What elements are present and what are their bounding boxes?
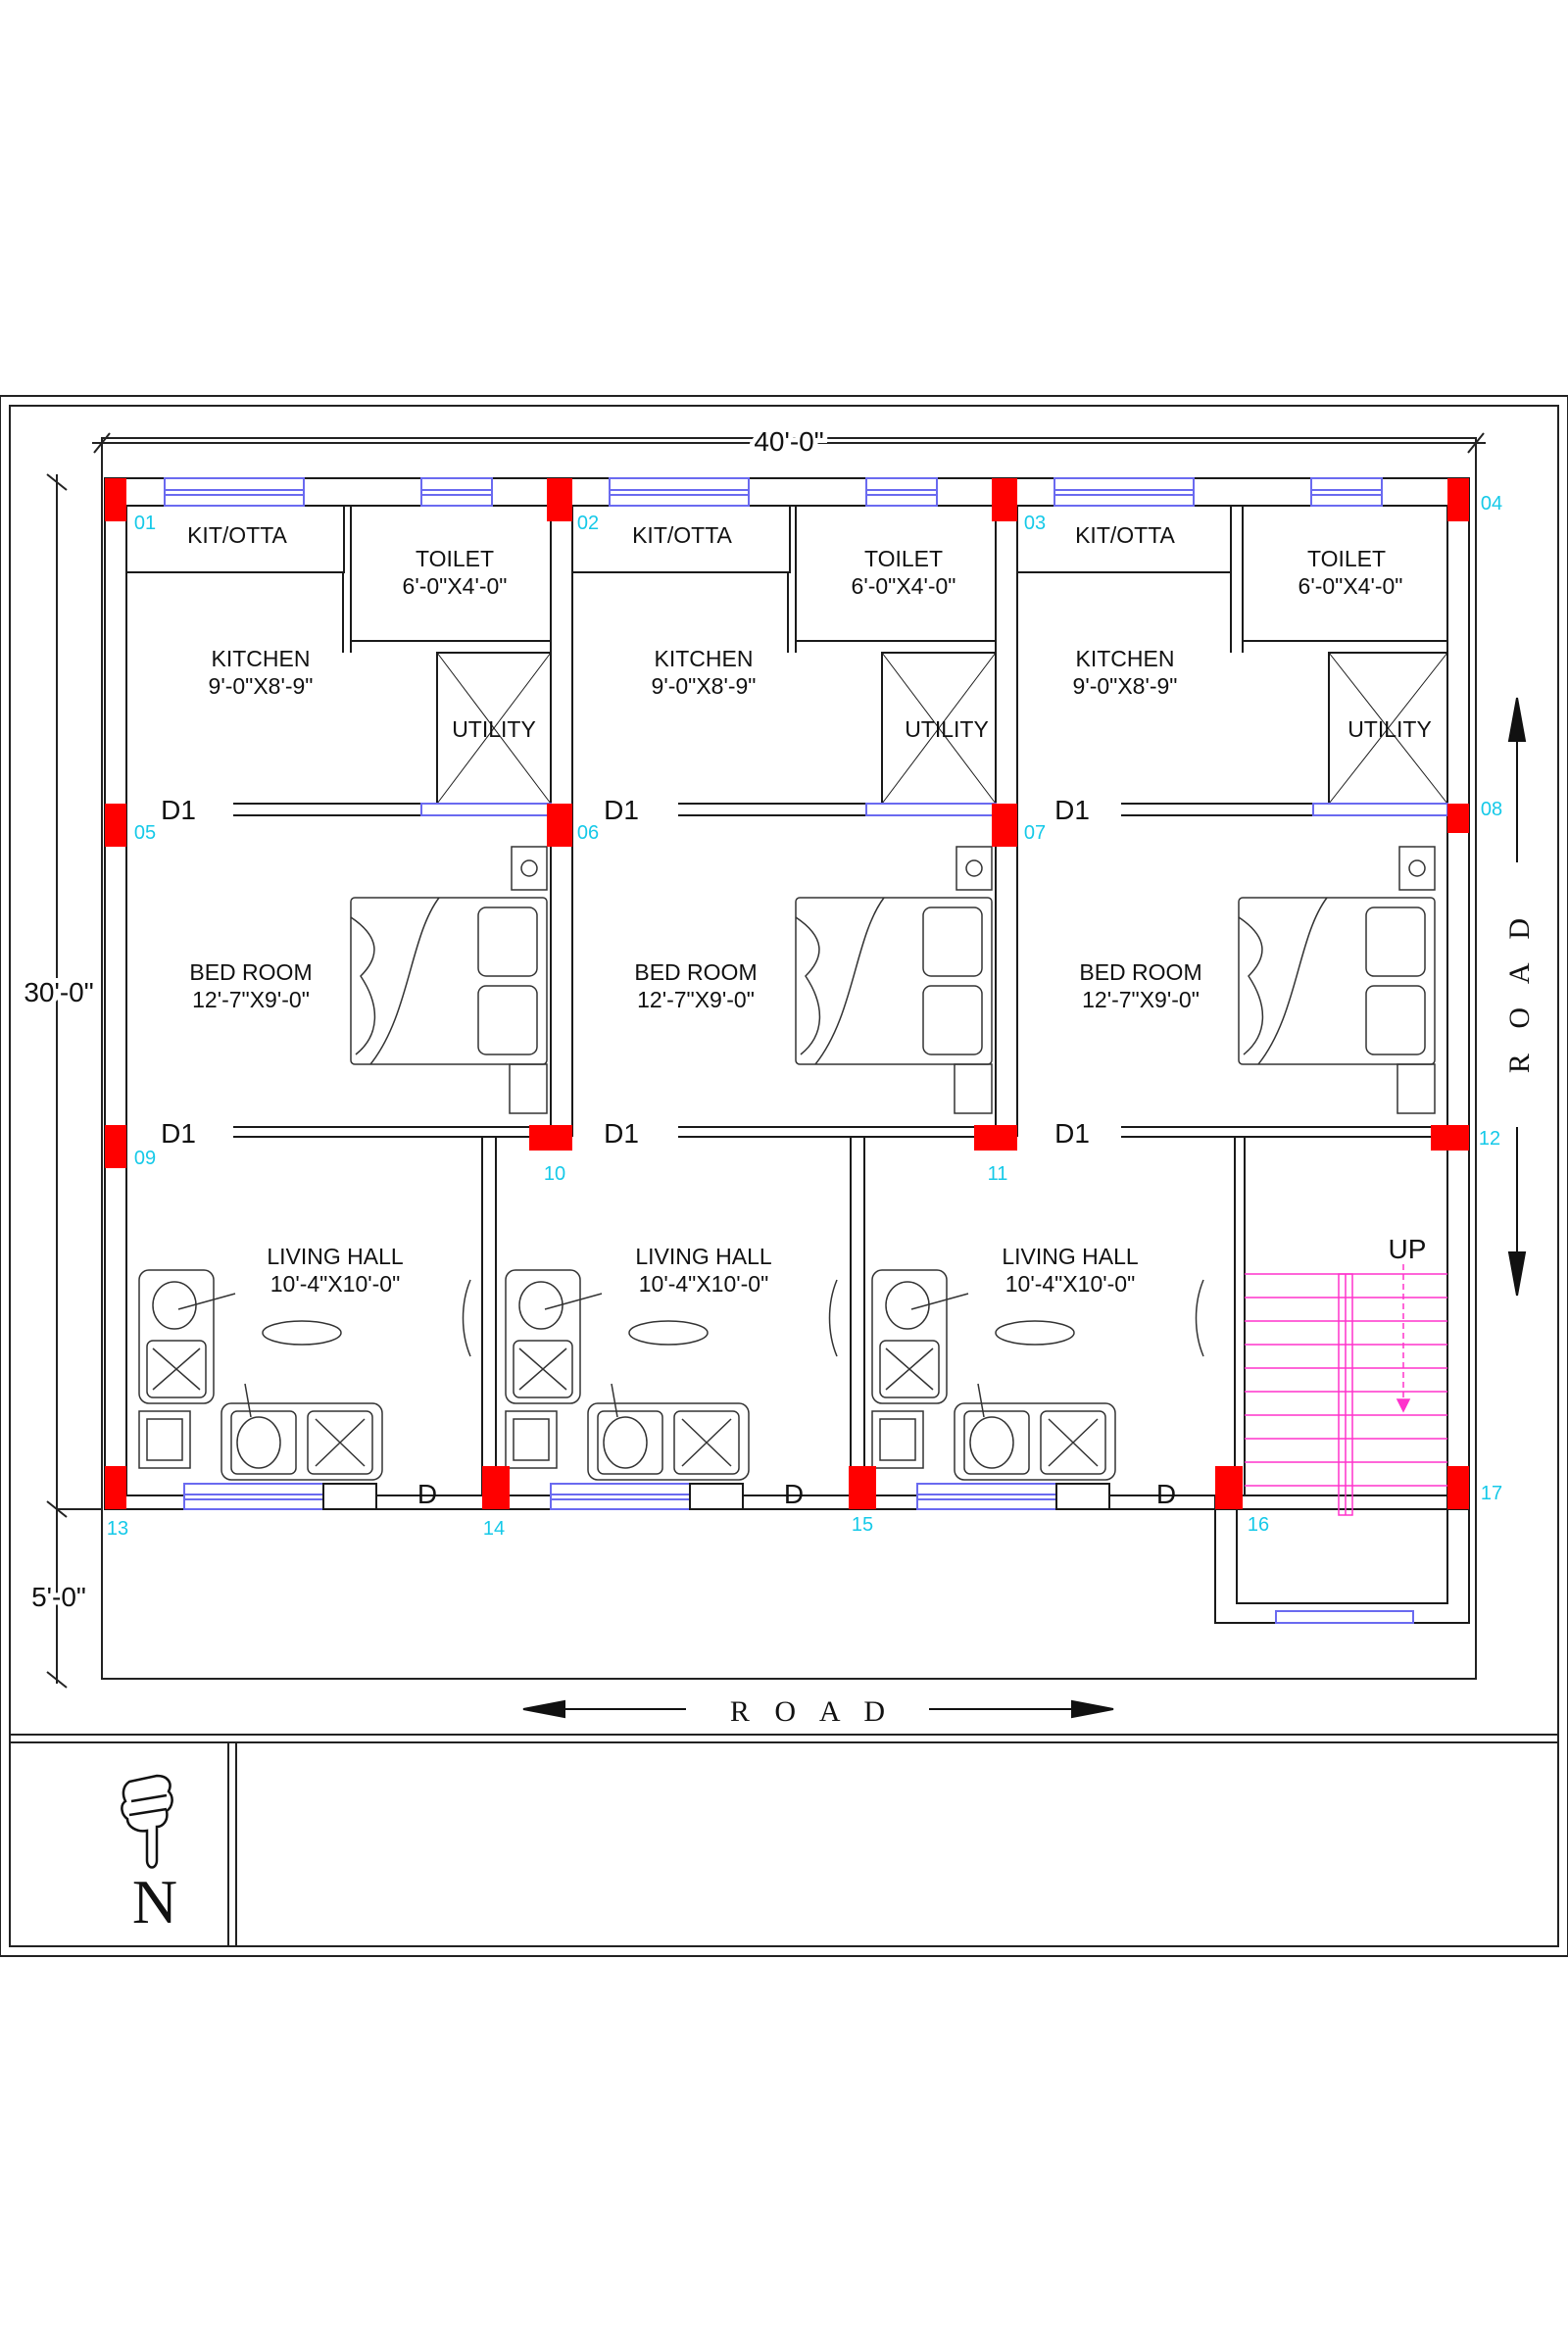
- unit-2-kitchen-door-label: D1: [604, 795, 639, 825]
- column-label-02: 02: [576, 513, 600, 534]
- column-label-10: 10: [543, 1163, 566, 1185]
- unit-1-bedroom-label: BED ROOM: [189, 959, 313, 985]
- staircase: [1245, 1264, 1447, 1515]
- stair-up-label: UP: [1388, 1234, 1427, 1264]
- road-label-side: R O A D: [1503, 917, 1536, 1074]
- column-label-17: 17: [1480, 1483, 1503, 1504]
- unit-2-bedroom-door-label: D1: [604, 1118, 639, 1149]
- column-label-06: 06: [576, 822, 600, 844]
- unit-1-utility-label: UTILITY: [452, 716, 536, 742]
- road-arrows: [523, 698, 1525, 1717]
- unit-1-kitchen-label: KITCHEN: [211, 646, 311, 671]
- unit-3-bedroom-door-label: D1: [1054, 1118, 1090, 1149]
- column-label-15: 15: [851, 1514, 874, 1536]
- unit-2-bedroom-label: BED ROOM: [634, 959, 758, 985]
- sofas: [139, 1270, 1203, 1480]
- column-label-16: 16: [1247, 1514, 1270, 1536]
- column-label-07: 07: [1023, 822, 1047, 844]
- column-label-13: 13: [106, 1518, 129, 1540]
- unit-1-bedroom-dim: 12'-7"X9'-0": [192, 987, 310, 1012]
- column-label-11: 11: [987, 1163, 1008, 1185]
- unit-3-hall-label: LIVING HALL: [1002, 1244, 1139, 1269]
- unit-3-kitchen-door-label: D1: [1054, 795, 1090, 825]
- width-dimension-label: 40'-0": [754, 426, 824, 457]
- unit-2-utility-label: UTILITY: [905, 716, 989, 742]
- unit-2-toilet-dim: 6'-0"X4'-0": [851, 573, 956, 599]
- left-dimension: [47, 474, 102, 1688]
- unit-3-main-door-label: D: [1155, 1479, 1177, 1509]
- column-label-01: 01: [133, 513, 157, 534]
- column-label-03: 03: [1023, 513, 1047, 534]
- unit-3-toilet-dim: 6'-0"X4'-0": [1298, 573, 1403, 599]
- column-label-05: 05: [133, 822, 157, 844]
- unit-1-toilet-dim: 6'-0"X4'-0": [402, 573, 508, 599]
- unit-3-bedroom-label: BED ROOM: [1079, 959, 1202, 985]
- unit-1-toilet-label: TOILET: [415, 546, 495, 571]
- north-letter: N: [131, 1867, 178, 1936]
- column-label-04: 04: [1480, 493, 1503, 514]
- unit-3-bedroom-dim: 12'-7"X9'-0": [1082, 987, 1200, 1012]
- unit-1-kitchen-dim: 9'-0"X8'-9": [208, 673, 314, 699]
- unit-1-labels: [161, 522, 536, 1509]
- unit-1-bedroom-door-label: D1: [161, 1118, 196, 1149]
- depth-dimension-label: 30'-0": [24, 977, 94, 1007]
- unit-1-hall-dim: 10'-4"X10'-0": [270, 1271, 401, 1297]
- unit-1-kit-otta-label: KIT/OTTA: [187, 522, 287, 548]
- setback-dimension-label: 5'-0": [31, 1582, 86, 1612]
- unit-2-hall-dim: 10'-4"X10'-0": [638, 1271, 769, 1297]
- unit-1-hall-label: LIVING HALL: [267, 1244, 404, 1269]
- unit-2-bedroom-dim: 12'-7"X9'-0": [637, 987, 755, 1012]
- unit-2-main-door-label: D: [783, 1479, 805, 1509]
- unit-3-hall-dim: 10'-4"X10'-0": [1004, 1271, 1136, 1297]
- unit-3-kitchen-dim: 9'-0"X8'-9": [1072, 673, 1178, 699]
- unit-2-kit-otta-label: KIT/OTTA: [632, 522, 732, 548]
- unit-2-hall-label: LIVING HALL: [635, 1244, 772, 1269]
- column-label-12: 12: [1478, 1128, 1501, 1150]
- unit-3-kitchen-label: KITCHEN: [1075, 646, 1175, 671]
- column-label-09: 09: [133, 1148, 157, 1169]
- unit-1-main-door-label: D: [416, 1479, 438, 1509]
- unit-1-kitchen-door-label: D1: [161, 795, 196, 825]
- unit-3-kit-otta-label: KIT/OTTA: [1075, 522, 1175, 548]
- unit-2-kitchen-label: KITCHEN: [654, 646, 754, 671]
- unit-2-kitchen-dim: 9'-0"X8'-9": [651, 673, 757, 699]
- unit-2-toilet-label: TOILET: [863, 546, 944, 571]
- unit-3-utility-label: UTILITY: [1348, 716, 1432, 742]
- column-label-14: 14: [482, 1518, 506, 1540]
- column-labels: [107, 493, 1502, 1540]
- unit-3-toilet-label: TOILET: [1306, 546, 1387, 571]
- north-pointer-icon: [122, 1776, 172, 1868]
- road-label-front: R O A D: [729, 1695, 886, 1728]
- beds: [351, 847, 1435, 1113]
- column-label-08: 08: [1480, 799, 1503, 820]
- unit-3-labels: [1002, 522, 1431, 1509]
